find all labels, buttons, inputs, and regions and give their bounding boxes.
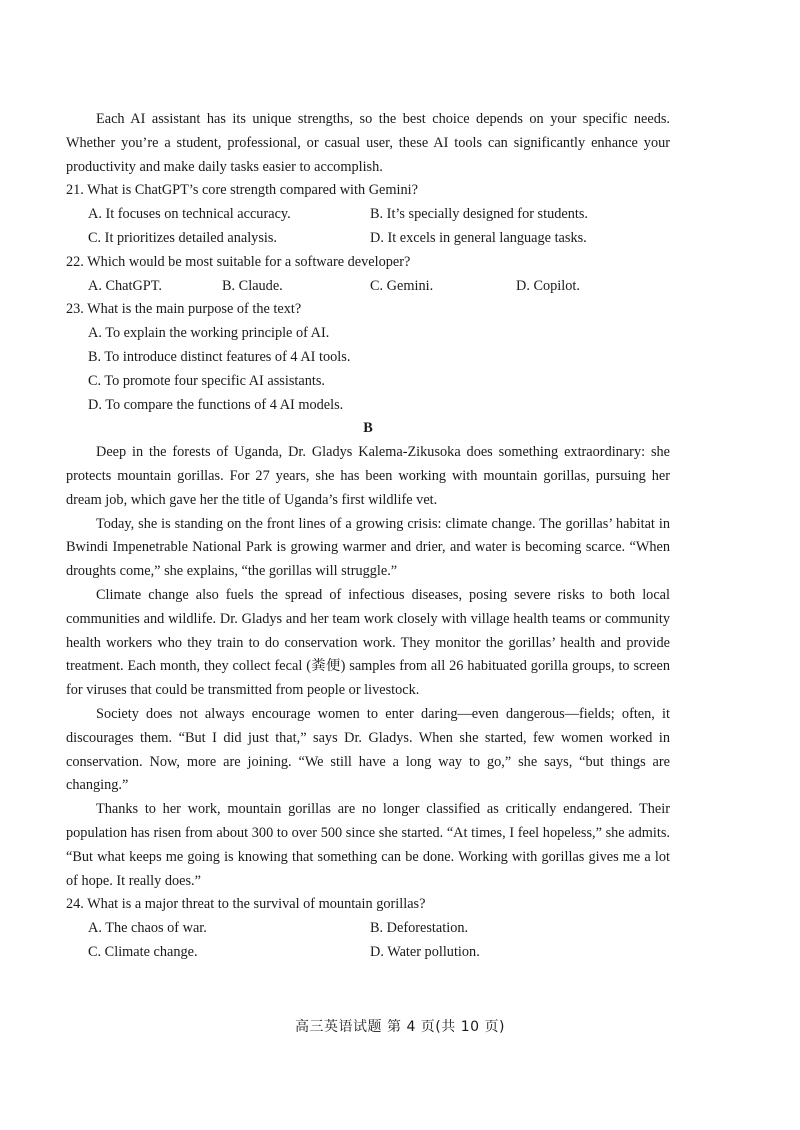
passage-b-paragraph: Today, she is standing on the front lines of a growing crisis: climate change. The gorillas’ habitat in Bwindi Impenetrable National Park is growing warmer and drier, and water is becoming scarce. “When droughts come,” she explains, “the gorillas will struggle.”: [66, 515, 670, 580]
question-stem: 21. What is ChatGPT’s core strength compared with Gemini?: [66, 182, 418, 199]
passage-b-paragraph: Society does not always encourage women to enter daring—even dangerous—fields; often, it discourages them. “But I did just that,” says Dr. Gladys. When she started, few women worked in conservation. Now, more are joining. “We still have a long way to go,” she says, “but things are changing.”: [66, 705, 670, 794]
section-b-heading: B: [363, 420, 373, 437]
option-c: C. It prioritizes detailed analysis.: [88, 229, 277, 246]
option-c: C. Climate change.: [88, 943, 198, 960]
passage-b: [66, 441, 670, 893]
question-stem: 22. Which would be most suitable for a software developer?: [66, 253, 411, 270]
option-a: A. It focuses on technical accuracy.: [88, 206, 291, 223]
passage-b-paragraph: Thanks to her work, mountain gorillas are no longer classified as critically endangered. Their population has risen from about 300 to over 500 since she started. “At times, I feel hopeless,” she admits. “But what keeps me going is knowing that something can be done. Working with gorillas gives me a lot of hope. It really does.”: [66, 801, 670, 889]
question-stem: 24. What is a major threat to the survival of mountain gorillas?: [66, 896, 426, 913]
options-row: [88, 941, 670, 965]
options-row: [88, 917, 670, 941]
option-d: D. Copilot.: [516, 277, 580, 294]
option-d: D. To compare the functions of 4 AI models.: [88, 396, 344, 413]
option-a: A. To explain the working principle of AI.: [88, 325, 330, 342]
question-21: [66, 179, 670, 250]
question-22: [66, 251, 670, 299]
passage-a-tail: [66, 108, 670, 965]
passage-b-paragraph: Deep in the forests of Uganda, Dr. Gladys Kalema-Zikusoka does something extraordinary: she protects mountain gorillas. For 27 years, she has been working with mountain gorillas, pursuing her dream job, which gave her the title of Uganda’s first wildlife vet.: [66, 444, 670, 508]
options-row: [88, 203, 670, 227]
question-23: [66, 298, 670, 417]
question-24: [66, 893, 670, 964]
intro-paragraph: Each AI assistant has its unique strengths, so the best choice depends on your specific needs. Whether you’re a student, professional, or casual user, these AI tools can significantly enhance your productivity and make daily tasks easier to accomplish.: [66, 111, 670, 175]
option-b: B. Deforestation.: [370, 920, 469, 937]
options-row: [88, 227, 670, 251]
options-row: [88, 275, 670, 299]
passage-b-paragraph: Climate change also fuels the spread of infectious diseases, posing severe risks to both local communities and wildlife. Dr. Gladys and her team work closely with village health teams or community health workers who they train to do conservation work. They monitor the gorillas’ health and provide treatment. Each month, they collect fecal (粪便) samples from all 26 habituated gorilla groups, to screen for viruses that could be transmitted from people or livestock.: [66, 586, 670, 699]
option-a: A. ChatGPT.: [88, 277, 162, 294]
option-b: B. Claude.: [222, 277, 283, 294]
question-stem: 23. What is the main purpose of the text?: [66, 301, 302, 318]
option-d: D. It excels in general language tasks.: [370, 229, 587, 246]
option-c: C. To promote four specific AI assistants.: [88, 372, 325, 389]
page-footer: 高三英语试题 第 4 页(共 10 页): [295, 1019, 505, 1035]
option-b: B. To introduce distinct features of 4 AI tools.: [88, 348, 351, 365]
option-c: C. Gemini.: [370, 277, 434, 294]
option-b: B. It’s specially designed for students.: [370, 206, 588, 223]
option-a: A. The chaos of war.: [88, 920, 207, 937]
option-d: D. Water pollution.: [370, 943, 480, 960]
